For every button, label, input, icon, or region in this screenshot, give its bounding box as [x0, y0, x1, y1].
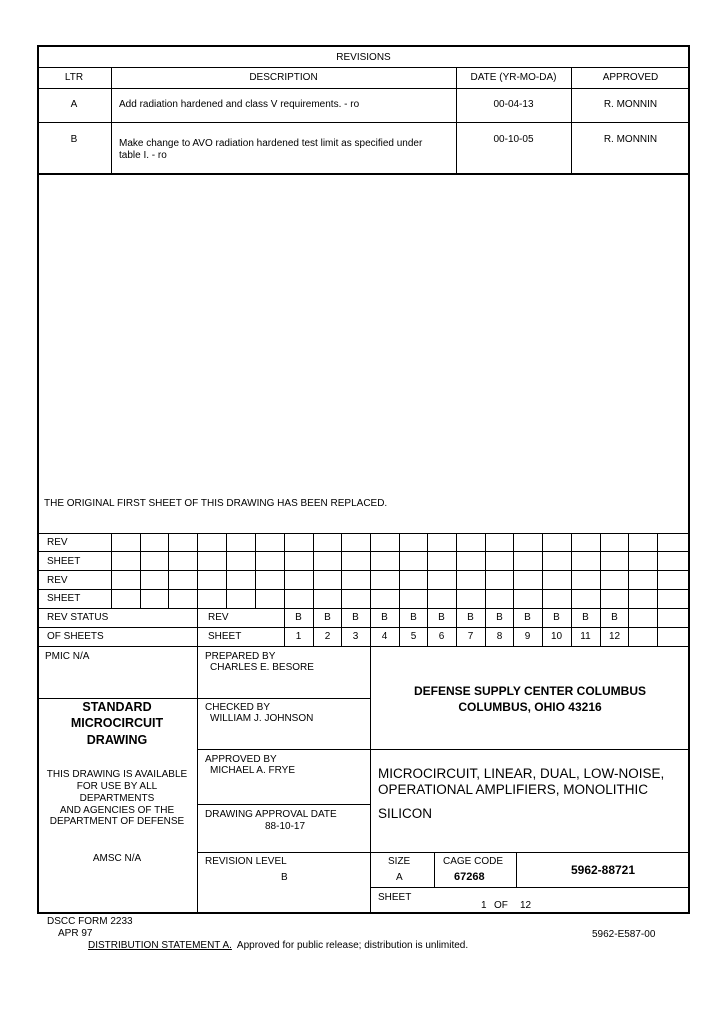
grid-line [370, 533, 371, 608]
replaced-note: THE ORIGINAL FIRST SHEET OF THIS DRAWING HAS BEEN REPLACED. [44, 498, 388, 509]
cage-code-label: CAGE CODE [443, 856, 504, 867]
rev-status-rev: B [553, 612, 560, 623]
revision-level-label: REVISION LEVEL [205, 856, 287, 867]
rev-status-rev: B [611, 612, 618, 623]
availability-line: DEPARTMENTS [79, 793, 155, 804]
grid-line [255, 533, 256, 608]
description-header: DESCRIPTION [249, 72, 318, 83]
rev-status-sheet: 1 [295, 631, 302, 642]
rev-status-rev: B [324, 612, 331, 623]
rev-status-sheet: 5 [410, 631, 417, 642]
drawing-number: 5962-88721 [570, 863, 636, 877]
size-value: A [396, 872, 403, 883]
sheet-of: OF [494, 900, 508, 911]
rev-status-sheet: 2 [324, 631, 331, 642]
approval-date-label: DRAWING APPROVAL DATE [205, 809, 337, 820]
grid-line [284, 533, 285, 608]
amsc-label: AMSC N/A [92, 853, 142, 864]
rev-status-rev-label: REV [208, 612, 229, 623]
grid-line [456, 533, 457, 608]
rev-status-sheet: 11 [580, 631, 591, 642]
sheet-label: SHEET [47, 556, 81, 567]
grid-line [111, 533, 112, 608]
rev-label: REV [47, 537, 68, 548]
grid-line [226, 533, 227, 608]
rev-status-rev: B [496, 612, 503, 623]
grid-line [341, 533, 342, 608]
standard-title: STANDARD [82, 700, 152, 714]
rev-label: REV [47, 575, 68, 586]
rev-status-rev: B [295, 612, 302, 623]
approved-by-label: APPROVED BY [205, 754, 277, 765]
revision-date: 00-10-05 [493, 134, 534, 145]
grid-line [600, 533, 601, 608]
grid-line [197, 533, 198, 608]
rev-status-rev: B [410, 612, 417, 623]
revision-approved: R. MONNIN [603, 134, 658, 145]
availability-line: THIS DRAWING IS AVAILABLE [46, 769, 188, 780]
of-sheets-label: OF SHEETS [47, 631, 104, 642]
checked-by-label: CHECKED BY [205, 702, 271, 713]
grid-line [542, 533, 543, 608]
document-code: 5962-E587-00 [592, 929, 656, 940]
form-date: APR 97 [58, 928, 93, 939]
distribution-statement [88, 940, 468, 951]
availability-line: AND AGENCIES OF THE [59, 805, 175, 816]
revision-ltr: B [70, 134, 78, 145]
revisions-title: REVISIONS [336, 52, 391, 63]
revision-description-cont: table I. - ro [119, 150, 167, 161]
rev-status-sheet: 7 [467, 631, 474, 642]
grid-line [657, 608, 658, 646]
sheet-current: 1 [481, 900, 487, 911]
grid-line [513, 533, 514, 608]
rev-status-rev: B [352, 612, 359, 623]
approval-date-value: 88-10-17 [265, 821, 306, 832]
rev-status-sheet: 3 [352, 631, 359, 642]
approved-header: APPROVED [602, 72, 659, 83]
distribution-label: DISTRIBUTION STATEMENT A. [88, 940, 232, 951]
rev-status-sheet: 9 [524, 631, 531, 642]
grid-line [571, 533, 572, 608]
drawing-title-line: SILICON [378, 806, 433, 821]
rev-status-rev: B [467, 612, 474, 623]
rev-status-sheet: 4 [381, 631, 388, 642]
revision-description: Add radiation hardened and class V requirements. - ro [119, 99, 360, 110]
date-header: DATE (YR-MO-DA) [470, 72, 557, 83]
grid-line [313, 533, 314, 608]
rev-status-rev: B [438, 612, 445, 623]
rev-status-sheet: 10 [550, 631, 563, 642]
revision-description: Make change to AVO radiation hardened test limit as specified under [119, 138, 423, 149]
drawing-title-line: OPERATIONAL AMPLIFIERS, MONOLITHIC [378, 782, 649, 797]
sheet-block-label: SHEET [378, 892, 412, 903]
revision-approved: R. MONNIN [603, 99, 658, 110]
rev-status-sheet: 6 [438, 631, 445, 642]
pmic-label: PMIC N/A [45, 651, 90, 662]
availability-line: FOR USE BY ALL [76, 781, 158, 792]
grid-line [197, 608, 198, 646]
sheet-total: 12 [520, 900, 532, 911]
grid-line [657, 533, 658, 608]
agency-address: COLUMBUS, OHIO 43216 [458, 700, 602, 714]
sheet-label: SHEET [47, 593, 81, 604]
revision-level-value: B [281, 872, 288, 883]
grid-line [427, 533, 428, 608]
grid-line [168, 533, 169, 608]
agency-name: DEFENSE SUPPLY CENTER COLUMBUS [413, 684, 647, 698]
drawing-title: DRAWING [86, 733, 148, 747]
revision-ltr: A [70, 99, 78, 110]
grid-line [399, 533, 400, 608]
rev-status-label: REV STATUS [47, 612, 109, 623]
prepared-by-name: CHARLES E. BESORE [210, 662, 314, 673]
revision-date: 00-04-13 [493, 99, 534, 110]
ltr-header: LTR [64, 72, 84, 83]
rev-status-sheet: 8 [496, 631, 503, 642]
distribution-text: Approved for public release; distribution is unlimited. [231, 940, 469, 951]
availability-line: DEPARTMENT OF DEFENSE [49, 816, 185, 827]
rev-status-sheet: 12 [608, 631, 621, 642]
drawing-title-line: MICROCIRCUIT, LINEAR, DUAL, LOW-NOISE, [378, 766, 665, 781]
grid-line [140, 533, 141, 608]
grid-line [485, 533, 486, 608]
microcircuit-title: MICROCIRCUIT [70, 716, 164, 730]
form-number: DSCC FORM 2233 [47, 916, 133, 927]
rev-status-rev: B [582, 612, 589, 623]
rev-status-rev: B [524, 612, 531, 623]
size-label: SIZE [388, 856, 411, 867]
cage-code-value: 67268 [454, 871, 485, 883]
checked-by-name: WILLIAM J. JOHNSON [210, 713, 314, 724]
grid-line [628, 533, 629, 608]
rev-status-sheet-label: SHEET [208, 631, 242, 642]
rev-status-rev: B [381, 612, 388, 623]
prepared-by-label: PREPARED BY [205, 651, 276, 662]
approved-by-name: MICHAEL A. FRYE [210, 765, 296, 776]
